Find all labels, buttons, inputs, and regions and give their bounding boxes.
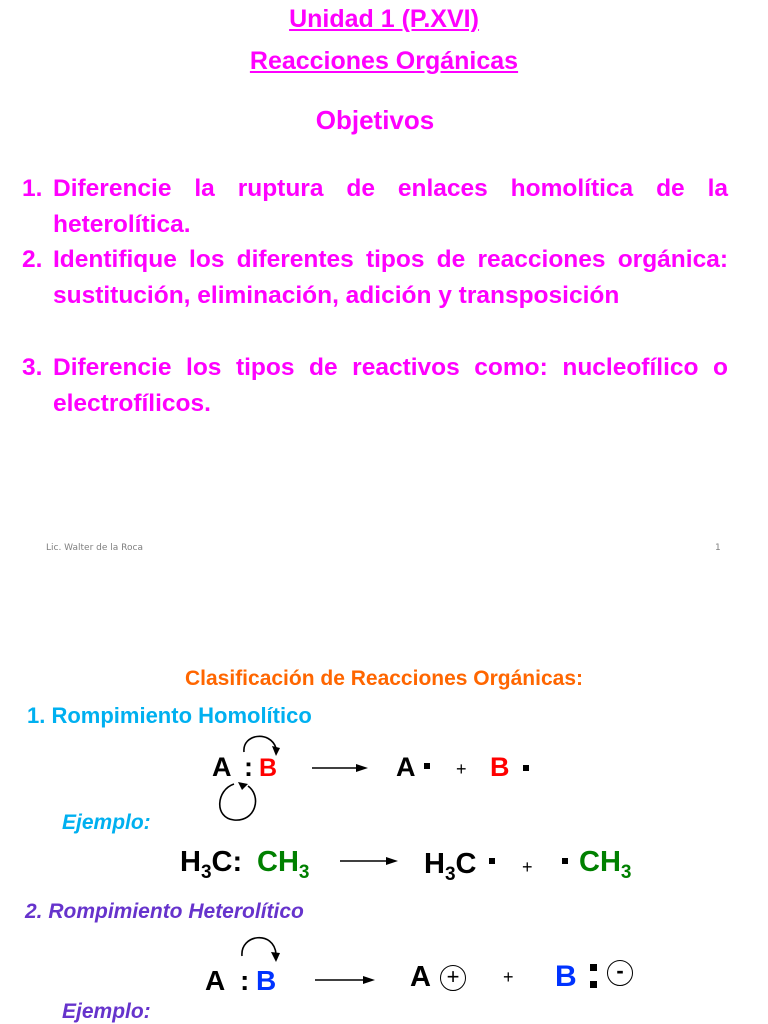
plus-sign: +: [522, 857, 533, 877]
positive-charge-icon: +: [440, 965, 466, 991]
product-a: A: [410, 961, 431, 993]
product-b: B: [490, 752, 510, 782]
objective-number: 2.: [22, 246, 43, 273]
section-heterolytic: 2. Rompimiento Heterolítico: [25, 900, 304, 923]
bond-colon: :: [244, 752, 253, 782]
product-a: A: [396, 752, 416, 782]
reactant-a: A: [205, 965, 226, 996]
objective-text: Diferencie los tipos de reactivos como: nucleofílico o electrofílicos.: [53, 354, 728, 417]
radical-dot: [562, 858, 568, 864]
reactant-a: A: [212, 752, 232, 782]
objective-number: 1.: [22, 175, 43, 202]
footer-author: Lic. Walter de la Roca: [46, 543, 143, 553]
slide-title: Unidad 1 (P.XVI): [289, 5, 479, 33]
section-homolytic: 1. Rompimiento Homolítico: [27, 703, 312, 728]
footer-page-number: 1: [715, 543, 721, 553]
example-label: Ejemplo:: [62, 811, 151, 834]
objective-text: Diferencie la ruptura de enlaces homolítica de la heterolítica.: [53, 175, 728, 238]
objective-number: 3.: [22, 354, 43, 381]
reactant-ch3: $CH_3$: [257, 846, 310, 883]
radical-dot: [424, 763, 430, 769]
slide-subtitle: Reacciones Orgánicas: [249, 47, 519, 75]
objective-text: Identifique los diferentes tipos de reacciones orgánica: sustitución, eliminación, adición y transposición: [53, 246, 728, 309]
example-label: Ejemplo:: [62, 1000, 151, 1023]
plus-sign: +: [503, 967, 514, 987]
objective-item: [22, 242, 728, 314]
reactant-b: B: [259, 754, 278, 782]
curved-arrows-icon: [212, 726, 282, 826]
reaction-arrow-icon: [312, 762, 372, 774]
objective-item: [22, 171, 728, 243]
negative-charge-icon: -: [607, 960, 633, 986]
reaction-arrow-icon: [315, 974, 377, 986]
bond-colon: :: [240, 965, 250, 996]
product-ch3: $CH_3$: [579, 846, 632, 883]
reaction-arrow-icon: [340, 855, 400, 867]
reactant-b: B: [256, 965, 277, 996]
curved-arrow-icon: [234, 930, 284, 970]
plus-sign: +: [456, 759, 467, 779]
classification-heading: Clasificación de Reacciones Orgánicas:: [185, 667, 583, 690]
objectives-heading: Objetivos: [315, 105, 435, 135]
reactant-h3c: $H_3C$:: [180, 846, 243, 883]
product-h3c: $H_3C$: [424, 848, 477, 885]
objective-item: [22, 350, 728, 422]
electron-pair-dot: [590, 964, 597, 971]
radical-dot: [489, 858, 495, 864]
electron-pair-dot: [590, 981, 597, 988]
product-b: B: [555, 960, 577, 993]
radical-dot: [523, 765, 529, 771]
